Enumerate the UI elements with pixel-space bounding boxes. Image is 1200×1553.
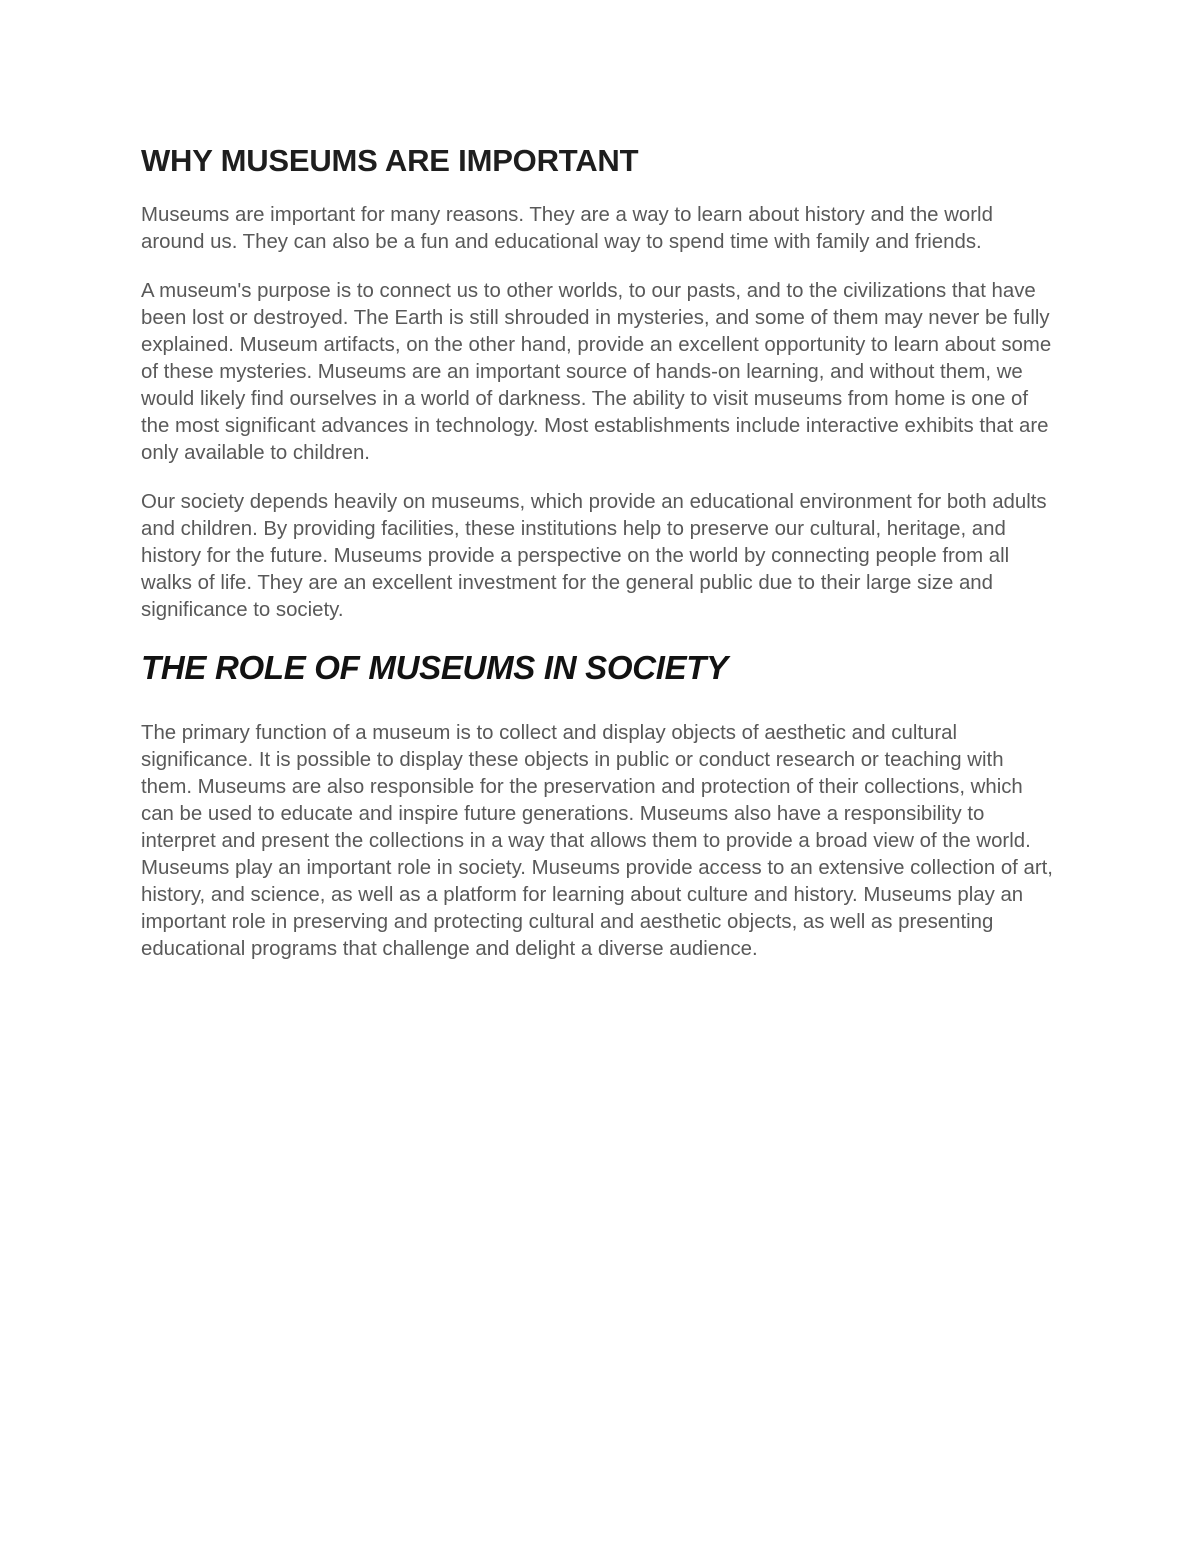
document-content [141, 142, 1059, 963]
paragraph: Museums are important for many reasons. They are a way to learn about history and the world around us. They can also be a fun and educational way to spend time with family and friends. [141, 204, 993, 253]
paragraph: Our society depends heavily on museums, which provide an educational environment for both adults and children. By providing facilities, these institutions help to preserve our cultural, heritage, and history for the future. Museums provide a perspective on the world by connecting people from all walks of life. They are an excellent investment for the general public due to their large size and significance to society. [141, 491, 1047, 621]
paragraph: The primary function of a museum is to collect and display objects of aesthetic and cultural significance. It is possible to display these objects in public or conduct research or teaching with them. Museums are also responsible for the preservation and protection of their collections, which can be used to educate and inspire future generations. Museums also have a responsibility to interpret and present the collections in a way that allows them to provide a broad view of the world. [141, 722, 1031, 852]
paragraph: A museum's purpose is to connect us to other worlds, to our pasts, and to the civilizations that have been lost or destroyed. The Earth is still shrouded in mysteries, and some of them may never be fully explained. Museum artifacts, on the other hand, provide an excellent opportunity to learn about some of these mysteries. Museums are an important source of hands-on learning, and without them, we would likely find ourselves in a world of darkness. The ability to visit museums from home is one of the most significant advances in technology. Most establishments include interactive exhibits that are only available to children. [141, 280, 1052, 464]
heading-why-museums-are-important: WHY MUSEUMS ARE IMPORTANT [141, 143, 639, 178]
paragraph: Museums play an important role in society. Museums provide access to an extensive collection of art, history, and science, as well as a platform for learning about culture and history. Museums play an important role in preserving and protecting cultural and aesthetic objects, as well as presenting educational programs that challenge and delight a diverse audience. [141, 857, 1053, 960]
heading-role-of-museums-in-society: THE ROLE OF MUSEUMS IN SOCIETY [141, 649, 728, 686]
